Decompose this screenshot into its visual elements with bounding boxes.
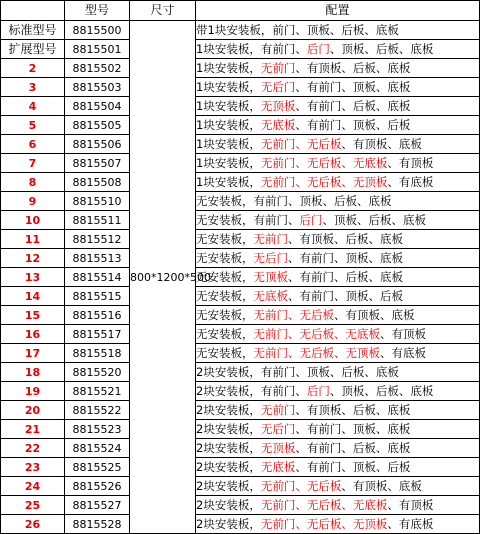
config-text: 、有顶板 xyxy=(380,326,426,341)
table-row xyxy=(1,211,480,230)
table-row xyxy=(1,306,480,325)
config-highlight: 无前门 xyxy=(253,231,288,246)
row-label: 10 xyxy=(1,211,65,230)
header-config: 配置 xyxy=(196,1,480,21)
config-text: 、有前门、后板、底板 xyxy=(295,440,411,455)
config-text: 、有前门、顶板、底板 xyxy=(295,79,411,94)
config-text: 1块安装板， xyxy=(196,117,261,132)
config-cell xyxy=(196,249,480,268)
config-cell xyxy=(196,401,480,420)
row-label: 7 xyxy=(1,154,65,173)
config-highlight: 无顶板 xyxy=(260,98,296,113)
config-cell xyxy=(196,97,480,116)
row-label: 20 xyxy=(1,401,65,420)
table-row xyxy=(1,192,480,211)
table-row xyxy=(1,420,480,439)
table-row xyxy=(1,382,480,401)
config-cell xyxy=(196,268,480,287)
model-number: 8815515 xyxy=(65,287,130,306)
config-text: 1块安装板， xyxy=(196,79,261,94)
config-cell xyxy=(196,116,480,135)
config-highlight: 无顶板 xyxy=(260,440,296,455)
table-row xyxy=(1,135,480,154)
config-text: 、有顶板、底板 xyxy=(341,478,422,493)
model-number: 8815500 xyxy=(65,21,130,40)
config-cell xyxy=(196,439,480,458)
row-label: 25 xyxy=(1,496,65,515)
header-size: 尺寸 xyxy=(130,1,196,21)
config-text: 2块安装板， xyxy=(196,402,261,417)
spec-body xyxy=(1,21,480,534)
table-row xyxy=(1,325,480,344)
config-highlight: 无后门 xyxy=(260,421,296,436)
row-label: 标准型号 xyxy=(1,21,65,40)
config-highlight: 无后门 xyxy=(260,79,296,94)
config-text: 、有顶板 xyxy=(387,155,434,170)
config-cell xyxy=(196,135,480,154)
config-text: 、有顶板、底板 xyxy=(341,136,422,151)
row-label: 26 xyxy=(1,515,65,534)
table-row xyxy=(1,515,480,534)
config-highlight: 后门 xyxy=(306,41,330,56)
config-text: 、有顶板、底板 xyxy=(334,307,415,322)
row-label: 13 xyxy=(1,268,65,287)
config-text: 1块安装板， xyxy=(196,98,261,113)
model-number: 8815516 xyxy=(65,306,130,325)
row-label: 9 xyxy=(1,192,65,211)
config-text: 2块安装板，有前门、 xyxy=(196,383,307,398)
config-text: 2块安装板， xyxy=(196,497,261,512)
config-highlight: 无前门、无后板 xyxy=(260,136,342,151)
config-cell xyxy=(196,363,480,382)
model-number: 8815525 xyxy=(65,458,130,477)
config-text: 无安装板， xyxy=(196,250,254,265)
config-text: 、有顶板、后板、底板 xyxy=(295,60,411,75)
config-highlight: 后门 xyxy=(306,383,330,398)
row-label: 5 xyxy=(1,116,65,135)
config-cell xyxy=(196,21,480,40)
model-number: 8815513 xyxy=(65,249,130,268)
model-number: 8815514 xyxy=(65,268,130,287)
config-cell xyxy=(196,325,480,344)
table-row xyxy=(1,268,480,287)
config-highlight: 无前门、无后板、无顶板 xyxy=(253,345,380,360)
model-number: 8815518 xyxy=(65,344,130,363)
model-number: 8815523 xyxy=(65,420,130,439)
config-text: 、有顶板 xyxy=(387,497,434,512)
config-text: 、有前门、顶板、后板 xyxy=(288,288,403,303)
model-number: 8815501 xyxy=(65,40,130,59)
model-number: 8815507 xyxy=(65,154,130,173)
table-row xyxy=(1,230,480,249)
config-cell xyxy=(196,173,480,192)
row-label: 21 xyxy=(1,420,65,439)
table-row xyxy=(1,363,480,382)
row-label: 3 xyxy=(1,78,65,97)
config-text: 2块安装板， xyxy=(196,459,261,474)
table-row xyxy=(1,59,480,78)
model-number: 8815502 xyxy=(65,59,130,78)
config-highlight: 无底板 xyxy=(260,459,296,474)
model-number: 8815503 xyxy=(65,78,130,97)
config-text: 、有前门、后板、底板 xyxy=(288,269,403,284)
config-text: 无安装板， xyxy=(196,326,254,341)
config-cell xyxy=(196,211,480,230)
config-text: 无安装板，有前门、顶板、后板、底板 xyxy=(196,193,392,208)
config-cell xyxy=(196,420,480,439)
table-row xyxy=(1,477,480,496)
config-text: 、顶板、后板、底板 xyxy=(322,212,426,227)
config-highlight: 无后门 xyxy=(253,250,288,265)
config-cell xyxy=(196,78,480,97)
config-highlight: 无前门、无后板、无顶板 xyxy=(260,516,388,531)
model-number: 8815524 xyxy=(65,439,130,458)
config-highlight: 后门 xyxy=(299,212,323,227)
row-label: 14 xyxy=(1,287,65,306)
config-cell xyxy=(196,344,480,363)
table-row xyxy=(1,401,480,420)
config-highlight: 无前门、无后板 xyxy=(253,307,334,322)
config-text: 2块安装板， xyxy=(196,516,261,531)
config-text: 、有底板 xyxy=(387,516,434,531)
table-row xyxy=(1,496,480,515)
row-label: 6 xyxy=(1,135,65,154)
row-label: 24 xyxy=(1,477,65,496)
table-row xyxy=(1,458,480,477)
row-label: 15 xyxy=(1,306,65,325)
config-highlight: 无前门 xyxy=(260,60,296,75)
table-row xyxy=(1,344,480,363)
config-text: 2块安装板，有前门、顶板、后板、底板 xyxy=(196,364,399,379)
config-text: 、有前门、顶板、后板 xyxy=(295,117,411,132)
row-label: 16 xyxy=(1,325,65,344)
model-number: 8815512 xyxy=(65,230,130,249)
config-text: 2块安装板， xyxy=(196,478,261,493)
config-text: 、顶板、后板、底板 xyxy=(329,41,434,56)
config-highlight: 无前门 xyxy=(260,402,296,417)
config-text: 、顶板、后板、底板 xyxy=(329,383,434,398)
config-text: 1块安装板， xyxy=(196,136,261,151)
table-row xyxy=(1,40,480,59)
config-text: 2块安装板， xyxy=(196,421,261,436)
model-number: 8815522 xyxy=(65,401,130,420)
row-label: 17 xyxy=(1,344,65,363)
config-cell xyxy=(196,458,480,477)
config-highlight: 无底板 xyxy=(253,288,288,303)
table-row xyxy=(1,287,480,306)
header-row xyxy=(1,1,480,21)
model-number: 8815528 xyxy=(65,515,130,534)
config-text: 无安装板， xyxy=(196,345,254,360)
config-text: 1块安装板， xyxy=(196,174,261,189)
row-label: 23 xyxy=(1,458,65,477)
row-label: 12 xyxy=(1,249,65,268)
row-label: 18 xyxy=(1,363,65,382)
config-text: 1块安装板，有前门、 xyxy=(196,41,307,56)
config-text: 无安装板， xyxy=(196,269,254,284)
config-text: 、有前门、顶板、后板 xyxy=(295,459,411,474)
config-cell xyxy=(196,59,480,78)
config-cell xyxy=(196,230,480,249)
row-label: 2 xyxy=(1,59,65,78)
model-number: 8815506 xyxy=(65,135,130,154)
config-text: 无安装板， xyxy=(196,231,254,246)
config-text: 、有前门、后板、底板 xyxy=(295,98,411,113)
config-highlight: 无前门、无后板、无底板 xyxy=(260,497,388,512)
config-cell xyxy=(196,515,480,534)
config-cell xyxy=(196,496,480,515)
config-text: 、有前门、顶板、底板 xyxy=(295,421,411,436)
header-model: 型号 xyxy=(65,1,130,21)
config-highlight: 无前门、无后板、无底板 xyxy=(260,155,388,170)
model-number: 8815511 xyxy=(65,211,130,230)
config-highlight: 无底板 xyxy=(260,117,296,132)
model-number: 8815517 xyxy=(65,325,130,344)
model-number: 8815508 xyxy=(65,173,130,192)
size-cell: 800*1200*500 xyxy=(130,21,196,534)
config-text: 无安装板， xyxy=(196,288,254,303)
table-row xyxy=(1,249,480,268)
config-text: 、有顶板、后板、底板 xyxy=(288,231,403,246)
model-number: 8815520 xyxy=(65,363,130,382)
row-label: 11 xyxy=(1,230,65,249)
config-text: 2块安装板， xyxy=(196,440,261,455)
model-number: 8815527 xyxy=(65,496,130,515)
config-text: 、有底板 xyxy=(387,174,434,189)
table-row xyxy=(1,97,480,116)
row-label: 8 xyxy=(1,173,65,192)
table-row xyxy=(1,154,480,173)
config-text: 1块安装板， xyxy=(196,60,261,75)
config-text: 、有顶板、后板、底板 xyxy=(295,402,411,417)
table-row xyxy=(1,78,480,97)
model-number: 8815510 xyxy=(65,192,130,211)
table-row xyxy=(1,173,480,192)
row-label: 22 xyxy=(1,439,65,458)
model-number: 8815526 xyxy=(65,477,130,496)
table-row xyxy=(1,21,480,40)
row-label: 4 xyxy=(1,97,65,116)
config-cell xyxy=(196,287,480,306)
config-highlight: 无前门、无后板、无顶板 xyxy=(260,174,388,189)
model-number: 8815505 xyxy=(65,116,130,135)
config-cell xyxy=(196,192,480,211)
config-text: 、有底板 xyxy=(380,345,426,360)
row-label: 扩展型号 xyxy=(1,40,65,59)
config-cell xyxy=(196,306,480,325)
config-cell xyxy=(196,154,480,173)
config-text: 1块安装板， xyxy=(196,155,261,170)
config-text: 无安装板，有前门、 xyxy=(196,212,300,227)
config-text: 带1块安装板，前门、顶板、后板、底板 xyxy=(196,22,399,37)
row-label: 19 xyxy=(1,382,65,401)
header-label xyxy=(1,1,65,21)
config-text: 、有前门、顶板、底板 xyxy=(288,250,403,265)
config-highlight: 无顶板 xyxy=(253,269,288,284)
model-number: 8815521 xyxy=(65,382,130,401)
config-highlight: 无前门、无后板、无底板 xyxy=(253,326,380,341)
table-row xyxy=(1,439,480,458)
config-cell xyxy=(196,382,480,401)
table-row xyxy=(1,116,480,135)
model-number: 8815504 xyxy=(65,97,130,116)
config-cell xyxy=(196,40,480,59)
config-cell xyxy=(196,477,480,496)
config-text: 无安装板， xyxy=(196,307,254,322)
config-highlight: 无前门、无后板 xyxy=(260,478,342,493)
